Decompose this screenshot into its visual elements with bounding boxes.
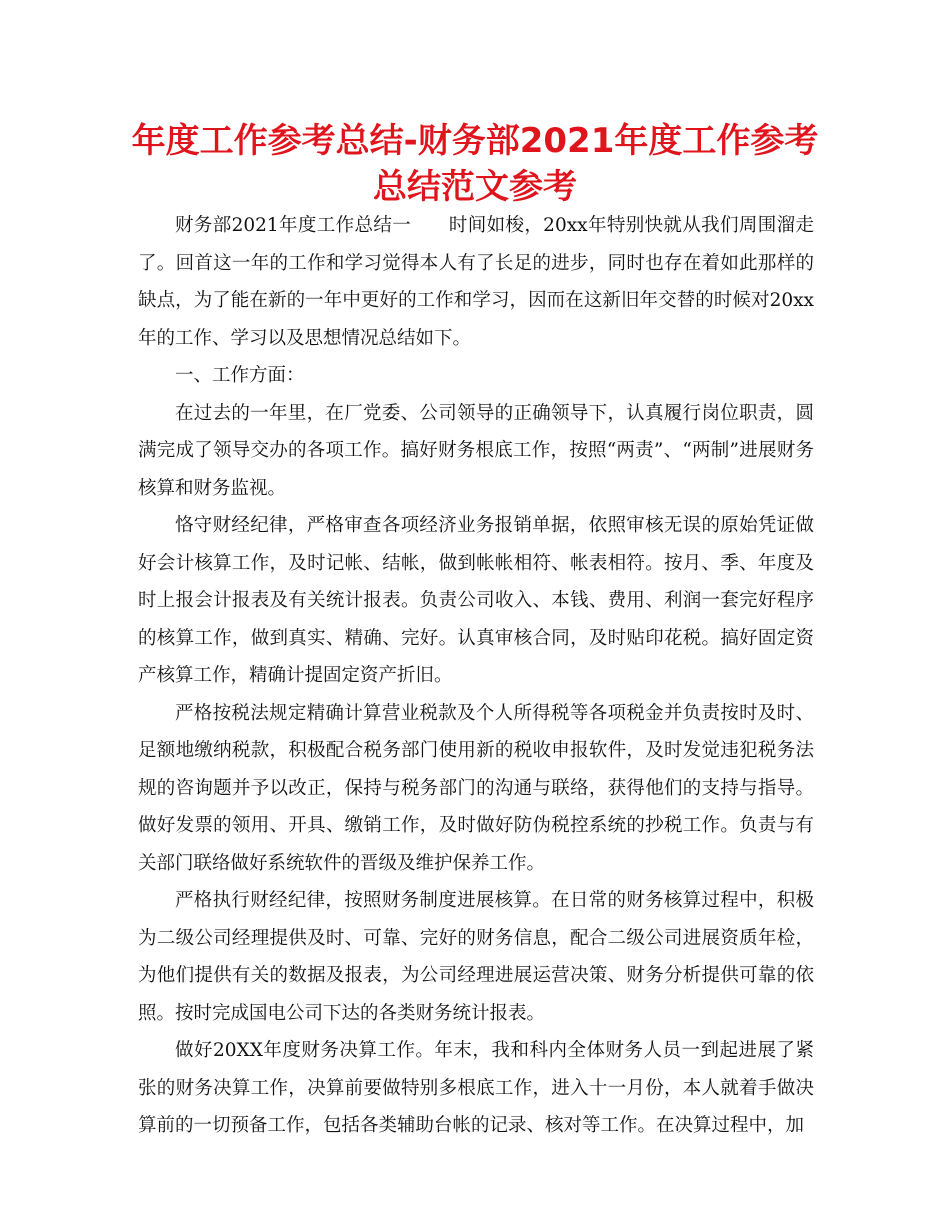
paragraph-final-accounts: 做好20XX年度财务决算工作。年末，我和科内全体财务人员一到起进展了紧张的财务决算工作，决算前要做特别多根底工作，进入十一月份，本人就着手做决算前的一切预备工作，包括各类辅助台帐的记录、核对等工作。在决算过程中，加 [138, 1040, 814, 1136]
document-body [138, 207, 814, 1145]
paragraph-discipline: 严格执行财经纪律，按照财务制度进展核算。在日常的财务核算过程中，积极为二级公司经理提供及时、可靠、完好的财务信息，配合二级公司进展资质年检，为他们提供有关的数据及报表，为公司经理进展运营决策、财务分析提供可靠的依照。按时完成国电公司下达的各类财务统计报表。 [138, 890, 814, 1024]
document-title: 年度工作参考总结-财务部2021年度工作参考总结范文参考 [131, 121, 819, 207]
paragraph-leadership: 在过去的一年里，在厂党委、公司领导的正确领导下，认真履行岗位职责，圆满完成了领导交办的各项工作。搞好财务根底工作，按照“两责”、“两制”进展财务核算和财务监视。 [138, 402, 814, 499]
paragraph-tax: 严格按税法规定精确计算营业税款及个人所得税等各项税金并负责按时及时、足额地缴纳税款，积极配合税务部门使用新的税收申报软件，及时发觉违犯税务法规的咨询题并予以改正，保持与税务部门的沟通与联络，获得他们的支持与指导。做好发票的领用、开具、缴销工作，及时做好防伪税控系统的抄税工作。负责与有关部门联络做好系统软件的晋级及维护保养工作。 [138, 702, 814, 874]
paragraph-accounting: 恪守财经纪律，严格审查各项经济业务报销单据，依照审核无误的原始凭证做好会计核算工作，及时记帐、结帐，做到帐帐相符、帐表相符。按月、季、年度及时上报会计报表及有关统计报表。负责公司收入、本钱、费用、利润一套完好程序的核算工作，做到真实、精确、完好。认真审核合同，及时贴印花税。搞好固定资产核算工作，精确计提固定资产折旧。 [138, 515, 814, 686]
paragraph-intro: 财务部2021年度工作总结一 时间如梭，20xx年特别快就从我们周围溜走了。回首这一年的工作和学习觉得本人有了长足的进步，同时也存在着如此那样的缺点，为了能在新的一年中更好的工作和学习，因而在这新旧年交替的时候对20xx年的工作、学习以及思想情况总结如下。 [138, 215, 814, 349]
section-heading-work: 一、工作方面： [175, 365, 305, 386]
